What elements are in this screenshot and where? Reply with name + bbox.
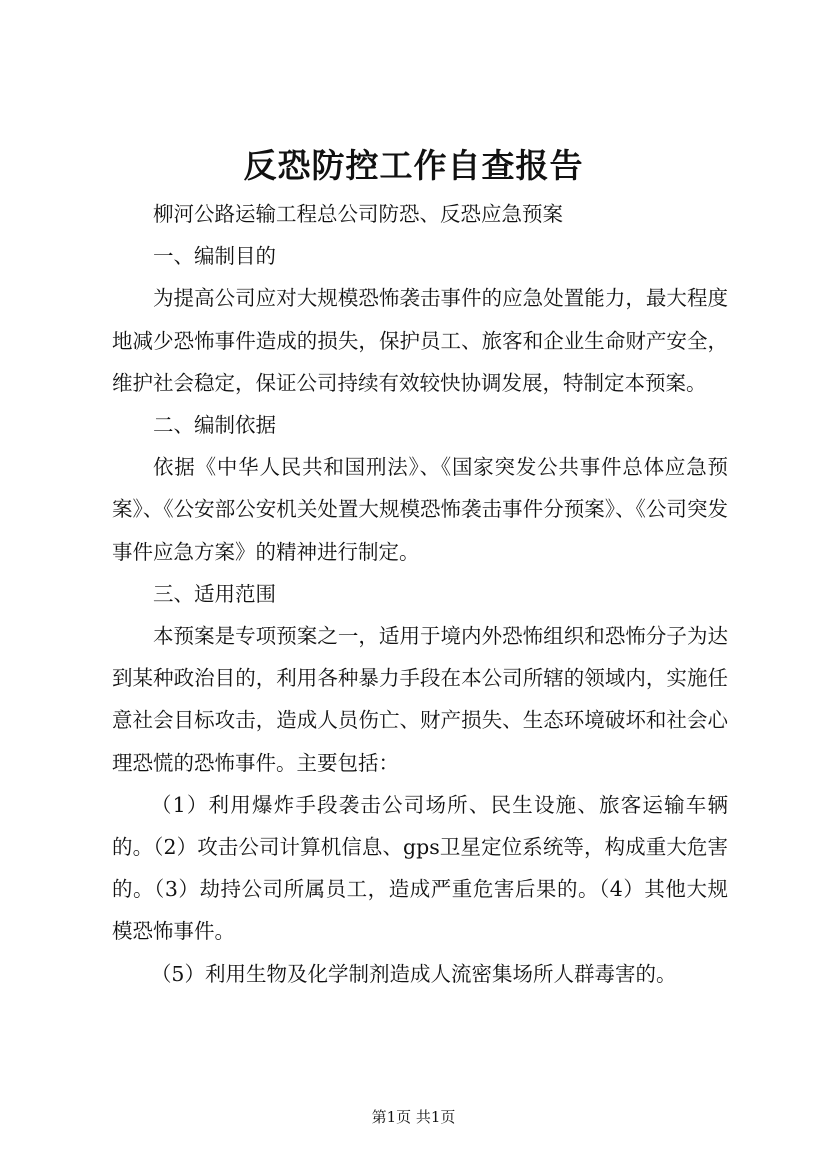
section-heading-purpose: 一、编制目的 xyxy=(153,244,276,269)
document-body xyxy=(112,193,728,995)
paragraph-purpose: 为提高公司应对大规模恐怖袭击事件的应急处置能力，最大程度地减少恐怖事件造成的损失，保护员工、旅客和企业生命财产安全，维护社会稳定，保证公司持续有效较快协调发展，特制定本预案。 xyxy=(112,286,728,395)
document-title: 反恐防控工作自查报告 xyxy=(243,146,584,185)
section-heading-scope: 三、适用范围 xyxy=(153,581,276,606)
paragraph-scope-items: （1）利用爆炸手段袭击公司场所、民生设施、旅客运输车辆的。（2）攻击公司计算机信息、gps卫星定位系统等，构成重大危害的。（3）劫持公司所属员工，造成严重危害后果的。（4）其他大规模恐怖事件。 xyxy=(112,792,728,944)
paragraph-scope: 本预案是专项预案之一，适用于境内外恐怖组织和恐怖分子为达到某种政治目的，利用各种暴力手段在本公司所辖的领域内，实施任意社会目标攻击，造成人员伤亡、财产损失、生态环境破坏和社会心理恐慌的恐怖事件。主要包括： xyxy=(112,624,728,775)
paragraph-basis: 依据《中华人民共和国刑法》、《国家突发公共事件总体应急预案》、《公安部公安机关处置大规模恐怖袭击事件分预案》、《公司突发事件应急方案》的精神进行制定。 xyxy=(112,455,728,564)
section-heading-basis: 二、编制依据 xyxy=(153,413,276,438)
page-footer: 第1页 共1页 xyxy=(371,1108,456,1126)
paragraph-scope-item-5: （5）利用生物及化学制剂造成人流密集场所人群毒害的。 xyxy=(150,961,677,986)
paragraph-plan-title: 柳河公路运输工程总公司防恐、反恐应急预案 xyxy=(153,202,563,226)
